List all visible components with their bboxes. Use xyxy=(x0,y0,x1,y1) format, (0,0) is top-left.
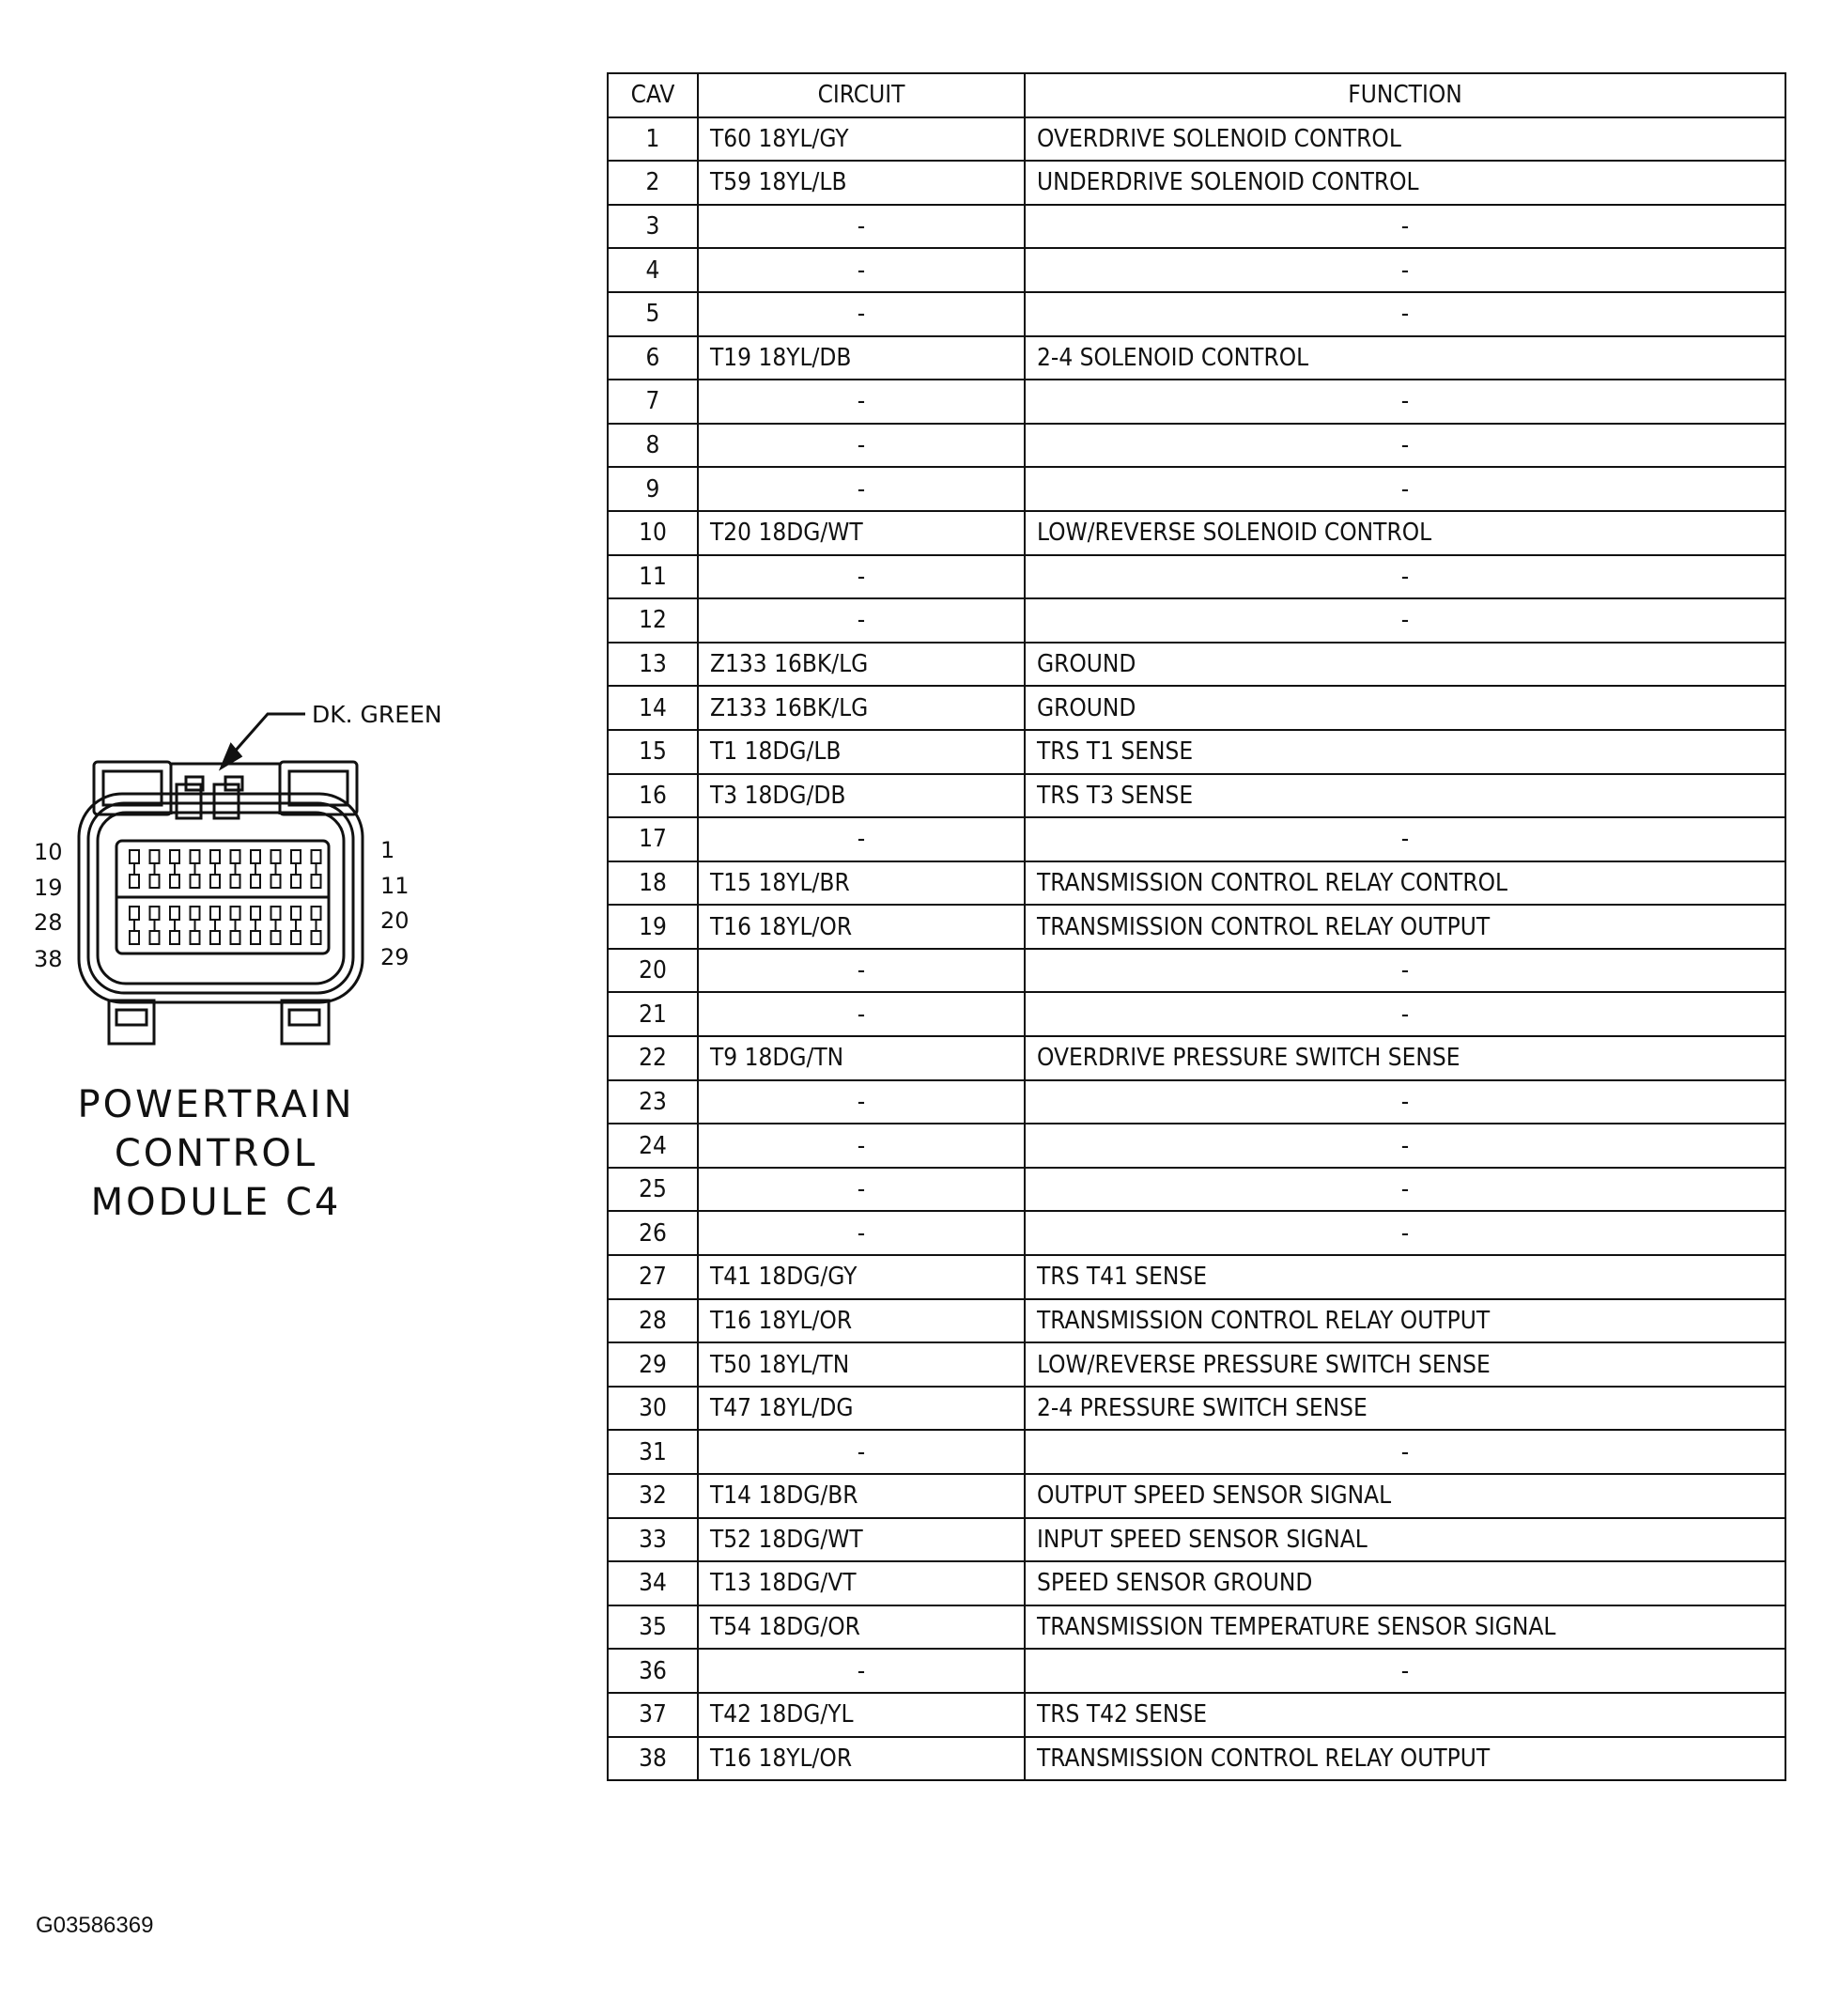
pin-label-19: 19 xyxy=(34,875,63,901)
cav-cell: 21 xyxy=(608,992,698,1036)
table-row xyxy=(608,905,1785,949)
connector-pin xyxy=(191,850,200,863)
function-cell: - xyxy=(1025,817,1785,861)
table-row xyxy=(608,1080,1785,1124)
table-row xyxy=(608,511,1785,555)
function-cell: TRS T42 SENSE xyxy=(1025,1693,1785,1737)
table-row xyxy=(608,598,1785,643)
connector-pin xyxy=(251,907,260,920)
connector-pin xyxy=(251,931,260,944)
wire-color-label: DK. GREEN xyxy=(312,701,442,728)
cav-cell: 12 xyxy=(608,598,698,643)
circuit-cell: T14 18DG/BR xyxy=(698,1474,1025,1518)
connector-pin xyxy=(312,907,321,920)
circuit-cell: - xyxy=(698,1168,1025,1212)
cav-cell: 13 xyxy=(608,643,698,687)
circuit-cell: T54 18DG/OR xyxy=(698,1605,1025,1650)
circuit-cell: T41 18DG/GY xyxy=(698,1255,1025,1299)
header-circuit: CIRCUIT xyxy=(698,73,1025,117)
connector-diagram xyxy=(19,700,451,1057)
circuit-cell: - xyxy=(698,467,1025,511)
function-cell: - xyxy=(1025,992,1785,1036)
table-row xyxy=(608,555,1785,599)
table-row xyxy=(608,1430,1785,1474)
function-cell: TRANSMISSION CONTROL RELAY OUTPUT xyxy=(1025,905,1785,949)
circuit-cell: T60 18YL/GY xyxy=(698,117,1025,162)
connector-pin xyxy=(271,850,281,863)
table-row xyxy=(608,1693,1785,1737)
function-cell: - xyxy=(1025,292,1785,336)
function-cell: TRANSMISSION CONTROL RELAY CONTROL xyxy=(1025,861,1785,906)
function-cell: - xyxy=(1025,467,1785,511)
circuit-cell: - xyxy=(698,555,1025,599)
function-cell: - xyxy=(1025,1211,1785,1255)
table-row xyxy=(608,949,1785,993)
table-row xyxy=(608,248,1785,292)
cav-cell: 25 xyxy=(608,1168,698,1212)
connector-pin xyxy=(191,907,200,920)
circuit-cell: T1 18DG/LB xyxy=(698,730,1025,774)
function-cell: LOW/REVERSE PRESSURE SWITCH SENSE xyxy=(1025,1342,1785,1387)
circuit-cell: T16 18YL/OR xyxy=(698,1737,1025,1781)
circuit-cell: - xyxy=(698,1430,1025,1474)
connector-pin xyxy=(130,931,139,944)
circuit-cell: T16 18YL/OR xyxy=(698,905,1025,949)
function-cell: TRS T3 SENSE xyxy=(1025,774,1785,818)
connector-pin xyxy=(231,850,240,863)
cav-cell: 29 xyxy=(608,1342,698,1387)
table-row xyxy=(608,730,1785,774)
circuit-cell: T20 18DG/WT xyxy=(698,511,1025,555)
cav-cell: 20 xyxy=(608,949,698,993)
circuit-cell: - xyxy=(698,248,1025,292)
connector-pin xyxy=(170,931,179,944)
function-cell: - xyxy=(1025,1168,1785,1212)
circuit-cell: - xyxy=(698,380,1025,424)
connector-pin xyxy=(231,875,240,888)
function-cell: TRANSMISSION CONTROL RELAY OUTPUT xyxy=(1025,1737,1785,1781)
function-cell: - xyxy=(1025,205,1785,249)
cav-cell: 11 xyxy=(608,555,698,599)
pin-label-38: 38 xyxy=(34,946,63,972)
table-row xyxy=(608,1561,1785,1605)
leader-line xyxy=(233,714,305,753)
circuit-cell: - xyxy=(698,205,1025,249)
connector-pin xyxy=(170,875,179,888)
cav-cell: 26 xyxy=(608,1211,698,1255)
connector-pin xyxy=(251,875,260,888)
function-cell: - xyxy=(1025,1649,1785,1693)
function-cell: UNDERDRIVE SOLENOID CONTROL xyxy=(1025,161,1785,205)
connector-pin xyxy=(170,907,179,920)
table-row xyxy=(608,643,1785,687)
connector-pin xyxy=(210,850,220,863)
table-row xyxy=(608,992,1785,1036)
circuit-cell: T50 18YL/TN xyxy=(698,1342,1025,1387)
circuit-cell: T15 18YL/BR xyxy=(698,861,1025,906)
pin-label-29: 29 xyxy=(380,944,410,970)
cav-cell: 17 xyxy=(608,817,698,861)
circuit-cell: T47 18YL/DG xyxy=(698,1387,1025,1431)
connector-pin xyxy=(251,850,260,863)
pin-label-1: 1 xyxy=(380,837,395,863)
pin-label-28: 28 xyxy=(34,909,63,936)
connector-pin xyxy=(130,907,139,920)
cav-cell: 16 xyxy=(608,774,698,818)
connector-pin xyxy=(312,875,321,888)
table-row xyxy=(608,467,1785,511)
cav-cell: 3 xyxy=(608,205,698,249)
connector-pin xyxy=(130,875,139,888)
connector-pin xyxy=(170,850,179,863)
header-cav: CAV xyxy=(608,73,698,117)
connector-pin xyxy=(150,850,160,863)
cav-cell: 38 xyxy=(608,1737,698,1781)
table-row xyxy=(608,1211,1785,1255)
table-row xyxy=(608,292,1785,336)
cav-cell: 14 xyxy=(608,686,698,730)
connector-pin xyxy=(291,931,301,944)
function-cell: INPUT SPEED SENSOR SIGNAL xyxy=(1025,1518,1785,1562)
circuit-cell: - xyxy=(698,292,1025,336)
cav-cell: 36 xyxy=(608,1649,698,1693)
function-cell: OVERDRIVE SOLENOID CONTROL xyxy=(1025,117,1785,162)
circuit-cell: T19 18YL/DB xyxy=(698,336,1025,380)
table-row xyxy=(608,1168,1785,1212)
cav-cell: 31 xyxy=(608,1430,698,1474)
cav-cell: 9 xyxy=(608,467,698,511)
cav-cell: 27 xyxy=(608,1255,698,1299)
table-row xyxy=(608,1518,1785,1562)
pin-label-20: 20 xyxy=(380,907,410,934)
circuit-cell: - xyxy=(698,817,1025,861)
circuit-cell: T9 18DG/TN xyxy=(698,1036,1025,1080)
cav-cell: 23 xyxy=(608,1080,698,1124)
table-row xyxy=(608,1605,1785,1650)
function-cell: TRS T1 SENSE xyxy=(1025,730,1785,774)
connector-pin xyxy=(130,850,139,863)
pin-label-11: 11 xyxy=(380,873,410,899)
circuit-cell: - xyxy=(698,598,1025,643)
connector-pin xyxy=(210,875,220,888)
cav-cell: 2 xyxy=(608,161,698,205)
cav-cell: 8 xyxy=(608,424,698,468)
table-row xyxy=(608,1255,1785,1299)
function-cell: - xyxy=(1025,424,1785,468)
connector-pin xyxy=(291,907,301,920)
connector-title-line-3: MODULE C4 xyxy=(90,1181,342,1224)
function-cell: - xyxy=(1025,598,1785,643)
circuit-cell: T52 18DG/WT xyxy=(698,1518,1025,1562)
connector-pin xyxy=(312,931,321,944)
function-cell: OUTPUT SPEED SENSOR SIGNAL xyxy=(1025,1474,1785,1518)
circuit-cell: - xyxy=(698,1124,1025,1168)
table-row xyxy=(608,774,1785,818)
cav-cell: 24 xyxy=(608,1124,698,1168)
table-row xyxy=(608,817,1785,861)
cav-cell: 7 xyxy=(608,380,698,424)
table-header-row xyxy=(608,73,1785,117)
function-cell: GROUND xyxy=(1025,643,1785,687)
circuit-cell: - xyxy=(698,1211,1025,1255)
function-cell: - xyxy=(1025,380,1785,424)
cav-cell: 19 xyxy=(608,905,698,949)
cav-cell: 4 xyxy=(608,248,698,292)
function-cell: TRS T41 SENSE xyxy=(1025,1255,1785,1299)
cav-cell: 6 xyxy=(608,336,698,380)
connector-pin xyxy=(271,931,281,944)
connector-pin xyxy=(291,875,301,888)
function-cell: LOW/REVERSE SOLENOID CONTROL xyxy=(1025,511,1785,555)
cav-cell: 10 xyxy=(608,511,698,555)
table-row xyxy=(608,1387,1785,1431)
connector-pin xyxy=(191,875,200,888)
connector-pin xyxy=(191,931,200,944)
connector-pin xyxy=(210,907,220,920)
function-cell: TRANSMISSION TEMPERATURE SENSOR SIGNAL xyxy=(1025,1605,1785,1650)
figure-id: G03586369 xyxy=(36,1913,154,1938)
cav-cell: 37 xyxy=(608,1693,698,1737)
cav-cell: 33 xyxy=(608,1518,698,1562)
connector-pin xyxy=(271,875,281,888)
table-row xyxy=(608,336,1785,380)
cav-cell: 35 xyxy=(608,1605,698,1650)
table-row xyxy=(608,861,1785,906)
table-row xyxy=(608,1342,1785,1387)
circuit-cell: T16 18YL/OR xyxy=(698,1299,1025,1343)
function-cell: 2-4 SOLENOID CONTROL xyxy=(1025,336,1785,380)
function-cell: - xyxy=(1025,1124,1785,1168)
circuit-cell: - xyxy=(698,992,1025,1036)
pinout-table xyxy=(607,72,1786,1781)
table-row xyxy=(608,424,1785,468)
table-row xyxy=(608,380,1785,424)
function-cell: - xyxy=(1025,949,1785,993)
table-row xyxy=(608,686,1785,730)
function-cell: GROUND xyxy=(1025,686,1785,730)
circuit-cell: T42 18DG/YL xyxy=(698,1693,1025,1737)
cav-cell: 32 xyxy=(608,1474,698,1518)
connector-pin xyxy=(271,907,281,920)
function-cell: OVERDRIVE PRESSURE SWITCH SENSE xyxy=(1025,1036,1785,1080)
table-row xyxy=(608,161,1785,205)
table-row xyxy=(608,1649,1785,1693)
circuit-cell: - xyxy=(698,949,1025,993)
connector-title-line-2: CONTROL xyxy=(114,1132,318,1175)
function-cell: SPEED SENSOR GROUND xyxy=(1025,1561,1785,1605)
pin-label-10: 10 xyxy=(34,839,63,865)
table-row xyxy=(608,117,1785,162)
header-function: FUNCTION xyxy=(1025,73,1785,117)
circuit-cell: Z133 16BK/LG xyxy=(698,686,1025,730)
function-cell: - xyxy=(1025,248,1785,292)
connector-pin xyxy=(150,907,160,920)
circuit-cell: T13 18DG/VT xyxy=(698,1561,1025,1605)
function-cell: - xyxy=(1025,1430,1785,1474)
cav-cell: 30 xyxy=(608,1387,698,1431)
cav-cell: 1 xyxy=(608,117,698,162)
circuit-cell: T59 18YL/LB xyxy=(698,161,1025,205)
connector-pin xyxy=(210,931,220,944)
circuit-cell: Z133 16BK/LG xyxy=(698,643,1025,687)
function-cell: - xyxy=(1025,1080,1785,1124)
cav-cell: 18 xyxy=(608,861,698,906)
table-row xyxy=(608,1299,1785,1343)
cav-cell: 34 xyxy=(608,1561,698,1605)
cav-cell: 22 xyxy=(608,1036,698,1080)
connector-pin xyxy=(150,875,160,888)
connector-pin xyxy=(231,907,240,920)
table-row xyxy=(608,1737,1785,1781)
function-cell: 2-4 PRESSURE SWITCH SENSE xyxy=(1025,1387,1785,1431)
circuit-cell: T3 18DG/DB xyxy=(698,774,1025,818)
cav-cell: 5 xyxy=(608,292,698,336)
connector-pin xyxy=(231,931,240,944)
function-cell: - xyxy=(1025,555,1785,599)
connector-title-line-1: POWERTRAIN xyxy=(77,1083,355,1126)
connector-pin xyxy=(291,850,301,863)
connector-pin xyxy=(312,850,321,863)
circuit-cell: - xyxy=(698,1649,1025,1693)
table-row xyxy=(608,1036,1785,1080)
connector-title xyxy=(56,1080,376,1227)
table-row xyxy=(608,1474,1785,1518)
connector-pin xyxy=(150,931,160,944)
cav-cell: 28 xyxy=(608,1299,698,1343)
circuit-cell: - xyxy=(698,424,1025,468)
cav-cell: 15 xyxy=(608,730,698,774)
function-cell: TRANSMISSION CONTROL RELAY OUTPUT xyxy=(1025,1299,1785,1343)
table-row xyxy=(608,1124,1785,1168)
circuit-cell: - xyxy=(698,1080,1025,1124)
table-row xyxy=(608,205,1785,249)
